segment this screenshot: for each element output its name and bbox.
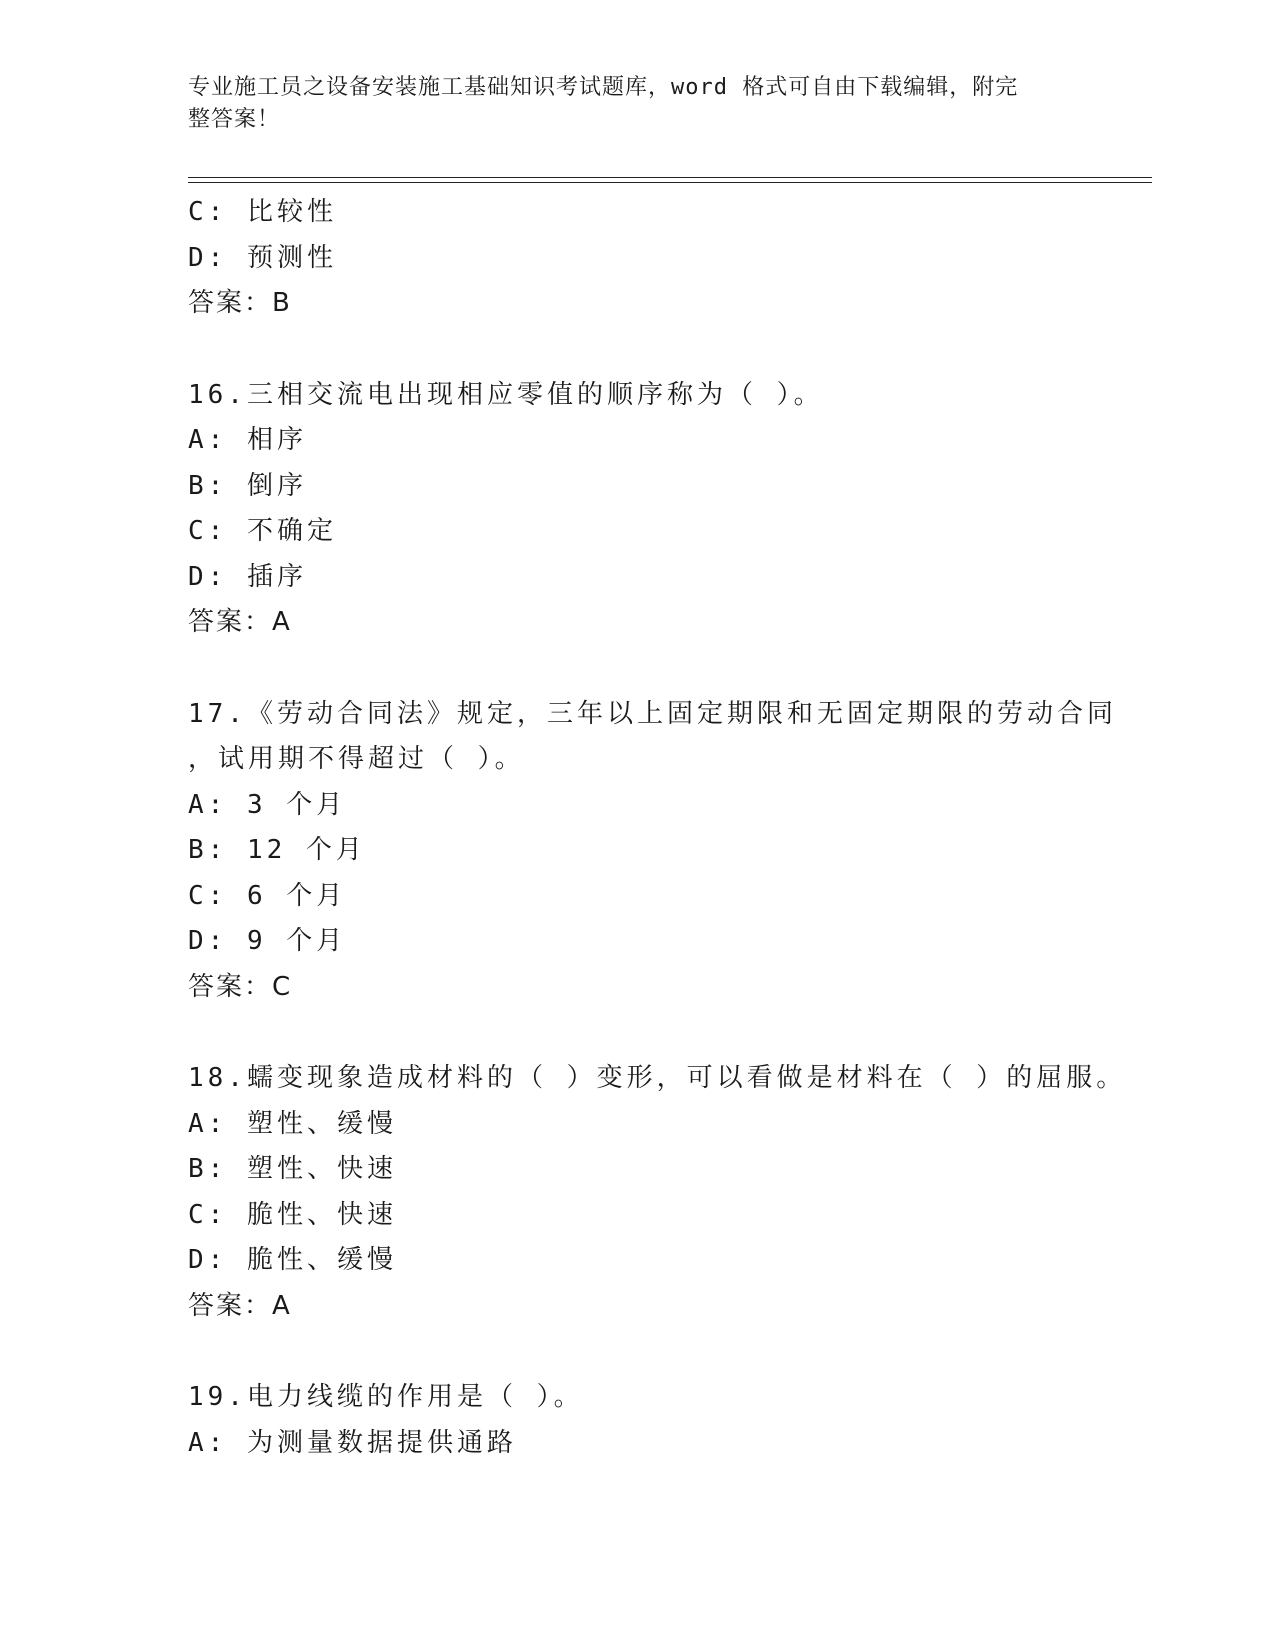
option-line: C: 不确定 [188,516,337,546]
option-line: C: 比较性 [188,197,337,227]
header-line-2: 整答案！ [188,107,281,132]
question-line: 18.蠕变现象造成材料的（ ）变形，可以看做是材料在（ ）的屈服。 [188,1063,1127,1093]
header-rule-bottom [188,182,1152,183]
header-rule-top [188,177,1152,178]
option-line: B: 12 个月 [188,835,366,865]
question-line: 16.三相交流电出现相应零值的顺序称为（ ）。 [188,379,824,410]
answer-line: 答案：C [188,971,293,1002]
option-line: D: 预测性 [188,242,337,273]
question-line: ，试用期不得超过（ ）。 [188,744,525,774]
option-line: D: 插序 [188,561,307,592]
option-line: A: 相序 [188,425,307,455]
answer-line: 答案：A [188,1290,292,1321]
option-line: B: 塑性、快速 [188,1154,397,1184]
page-header [188,72,1068,136]
question-line: 17.《劳动合同法》规定，三年以上固定期限和无固定期限的劳动合同 [188,698,1117,729]
option-line: C: 脆性、快速 [188,1199,397,1230]
option-line: A: 塑性、缓慢 [188,1108,397,1139]
answer-line: 答案：A [188,607,292,637]
header-line-1: 专业施工员之设备安装施工基础知识考试题库，word 格式可自由下载编辑，附完 [188,75,1019,100]
option-line: C: 6 个月 [188,880,347,911]
option-line: A: 3 个月 [188,789,347,820]
option-line: A: 为测量数据提供通路 [188,1427,517,1458]
option-line: D: 脆性、缓慢 [188,1245,397,1275]
question-content [188,190,1127,1466]
option-line: B: 倒序 [188,470,307,501]
question-line: 19.电力线缆的作用是（ ）。 [188,1382,584,1412]
answer-line: 答案：B [188,288,292,318]
option-line: D: 9 个月 [188,926,347,956]
